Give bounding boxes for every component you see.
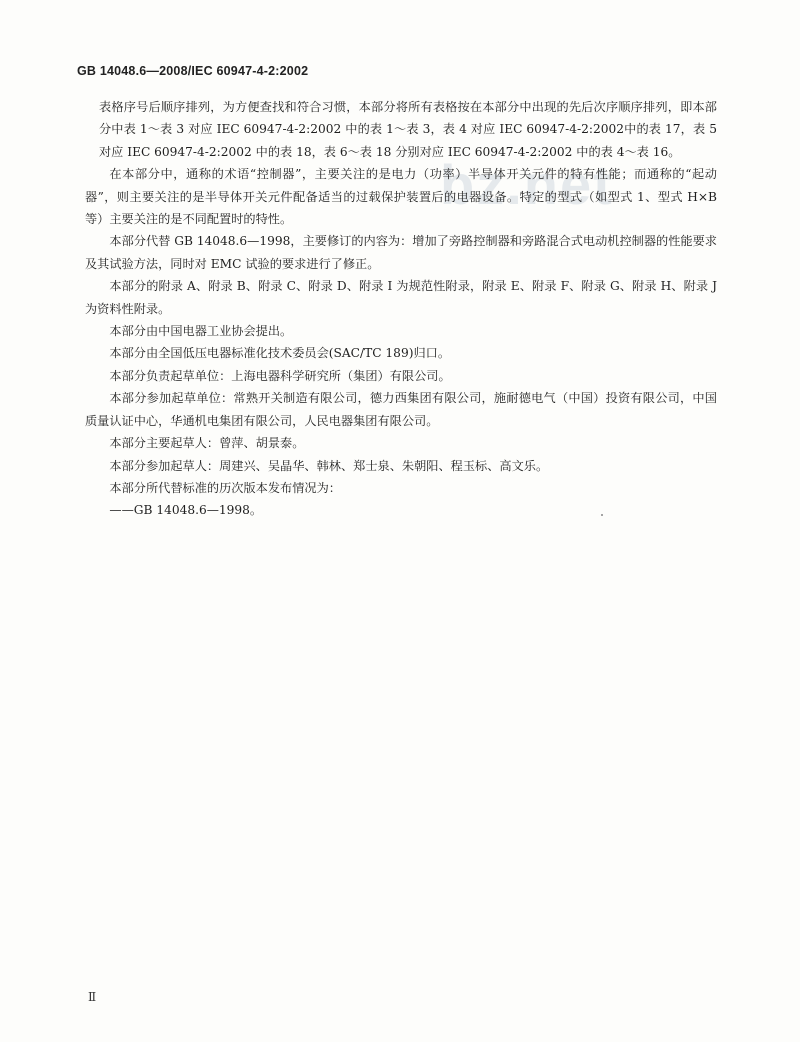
paragraph-table-order: 表格序号后顺序排列，为方便查找和符合习惯，本部分将所有表格按在本部分中出现的先后次序顺序排列，即本部分中表 1～表 3 对应 IEC 60947-4-2:2002 中的表 1～表 3，表 4 对应 IEC 60947-4-2:2002中的表 17，表 5 对应 IEC 60947-4-2:2002 中的表 18，表 6～表 18 分别对应 IEC 60947-4-2:2002 中的表 4～表 16。 — [99, 100, 717, 159]
paragraph-participating-authors: 本部分参加起草人：周建兴、吴晶华、韩林、郑士泉、朱朝阳、程玉标、高文乐。 — [109, 458, 549, 473]
paragraph-committee: 本部分由全国低压电器标准化技术委员会(SAC/TC 189)归口。 — [109, 346, 451, 361]
paragraph-terms: 在本部分中，通称的术语“控制器”，主要关注的是电力（功率）半导体开关元件的特有性能；而通称的“起动器”，则主要关注的是半导体开关元件配备适当的过载保护装置后的电器设备。特定的型式（如型式 1、型式 H×B 等）主要关注的是不同配置时的特性。 — [85, 167, 717, 227]
document-body — [85, 96, 717, 522]
paragraph-replaces: 本部分代替 GB 14048.6—1998，主要修订的内容为：增加了旁路控制器和旁路混合式电动机控制器的性能要求及其试验方法，同时对 EMC 试验的要求进行了修正。 — [85, 234, 717, 271]
paragraph-history-item: ——GB 14048.6—1998。 — [109, 503, 263, 518]
paragraph-participating-drafters: 本部分参加起草单位：常熟开关制造有限公司，德力西集团有限公司，施耐德电气（中国）投资有限公司，中国质量认证中心，华通机电集团有限公司，人民电器集团有限公司。 — [85, 391, 717, 428]
paragraph-annexes: 本部分的附录 A、附录 B、附录 C、附录 D、附录 I 为规范性附录，附录 E、附录 F、附录 G、附录 H、附录 J 为资料性附录。 — [85, 279, 717, 316]
document-header: GB 14048.6—2008/IEC 60947-4-2:2002 — [77, 64, 309, 78]
paragraph-main-authors: 本部分主要起草人：曾萍、胡景泰。 — [109, 436, 305, 451]
paragraph-lead-drafter: 本部分负责起草单位：上海电器科学研究所（集团）有限公司。 — [109, 368, 451, 383]
paragraph-proposed-by: 本部分由中国电器工业协会提出。 — [109, 324, 293, 339]
watermark: bz.net — [440, 153, 614, 216]
paragraph-history-intro: 本部分所代替标准的历次版本发布情况为： — [109, 480, 341, 495]
page-number: Ⅱ — [88, 990, 97, 1004]
